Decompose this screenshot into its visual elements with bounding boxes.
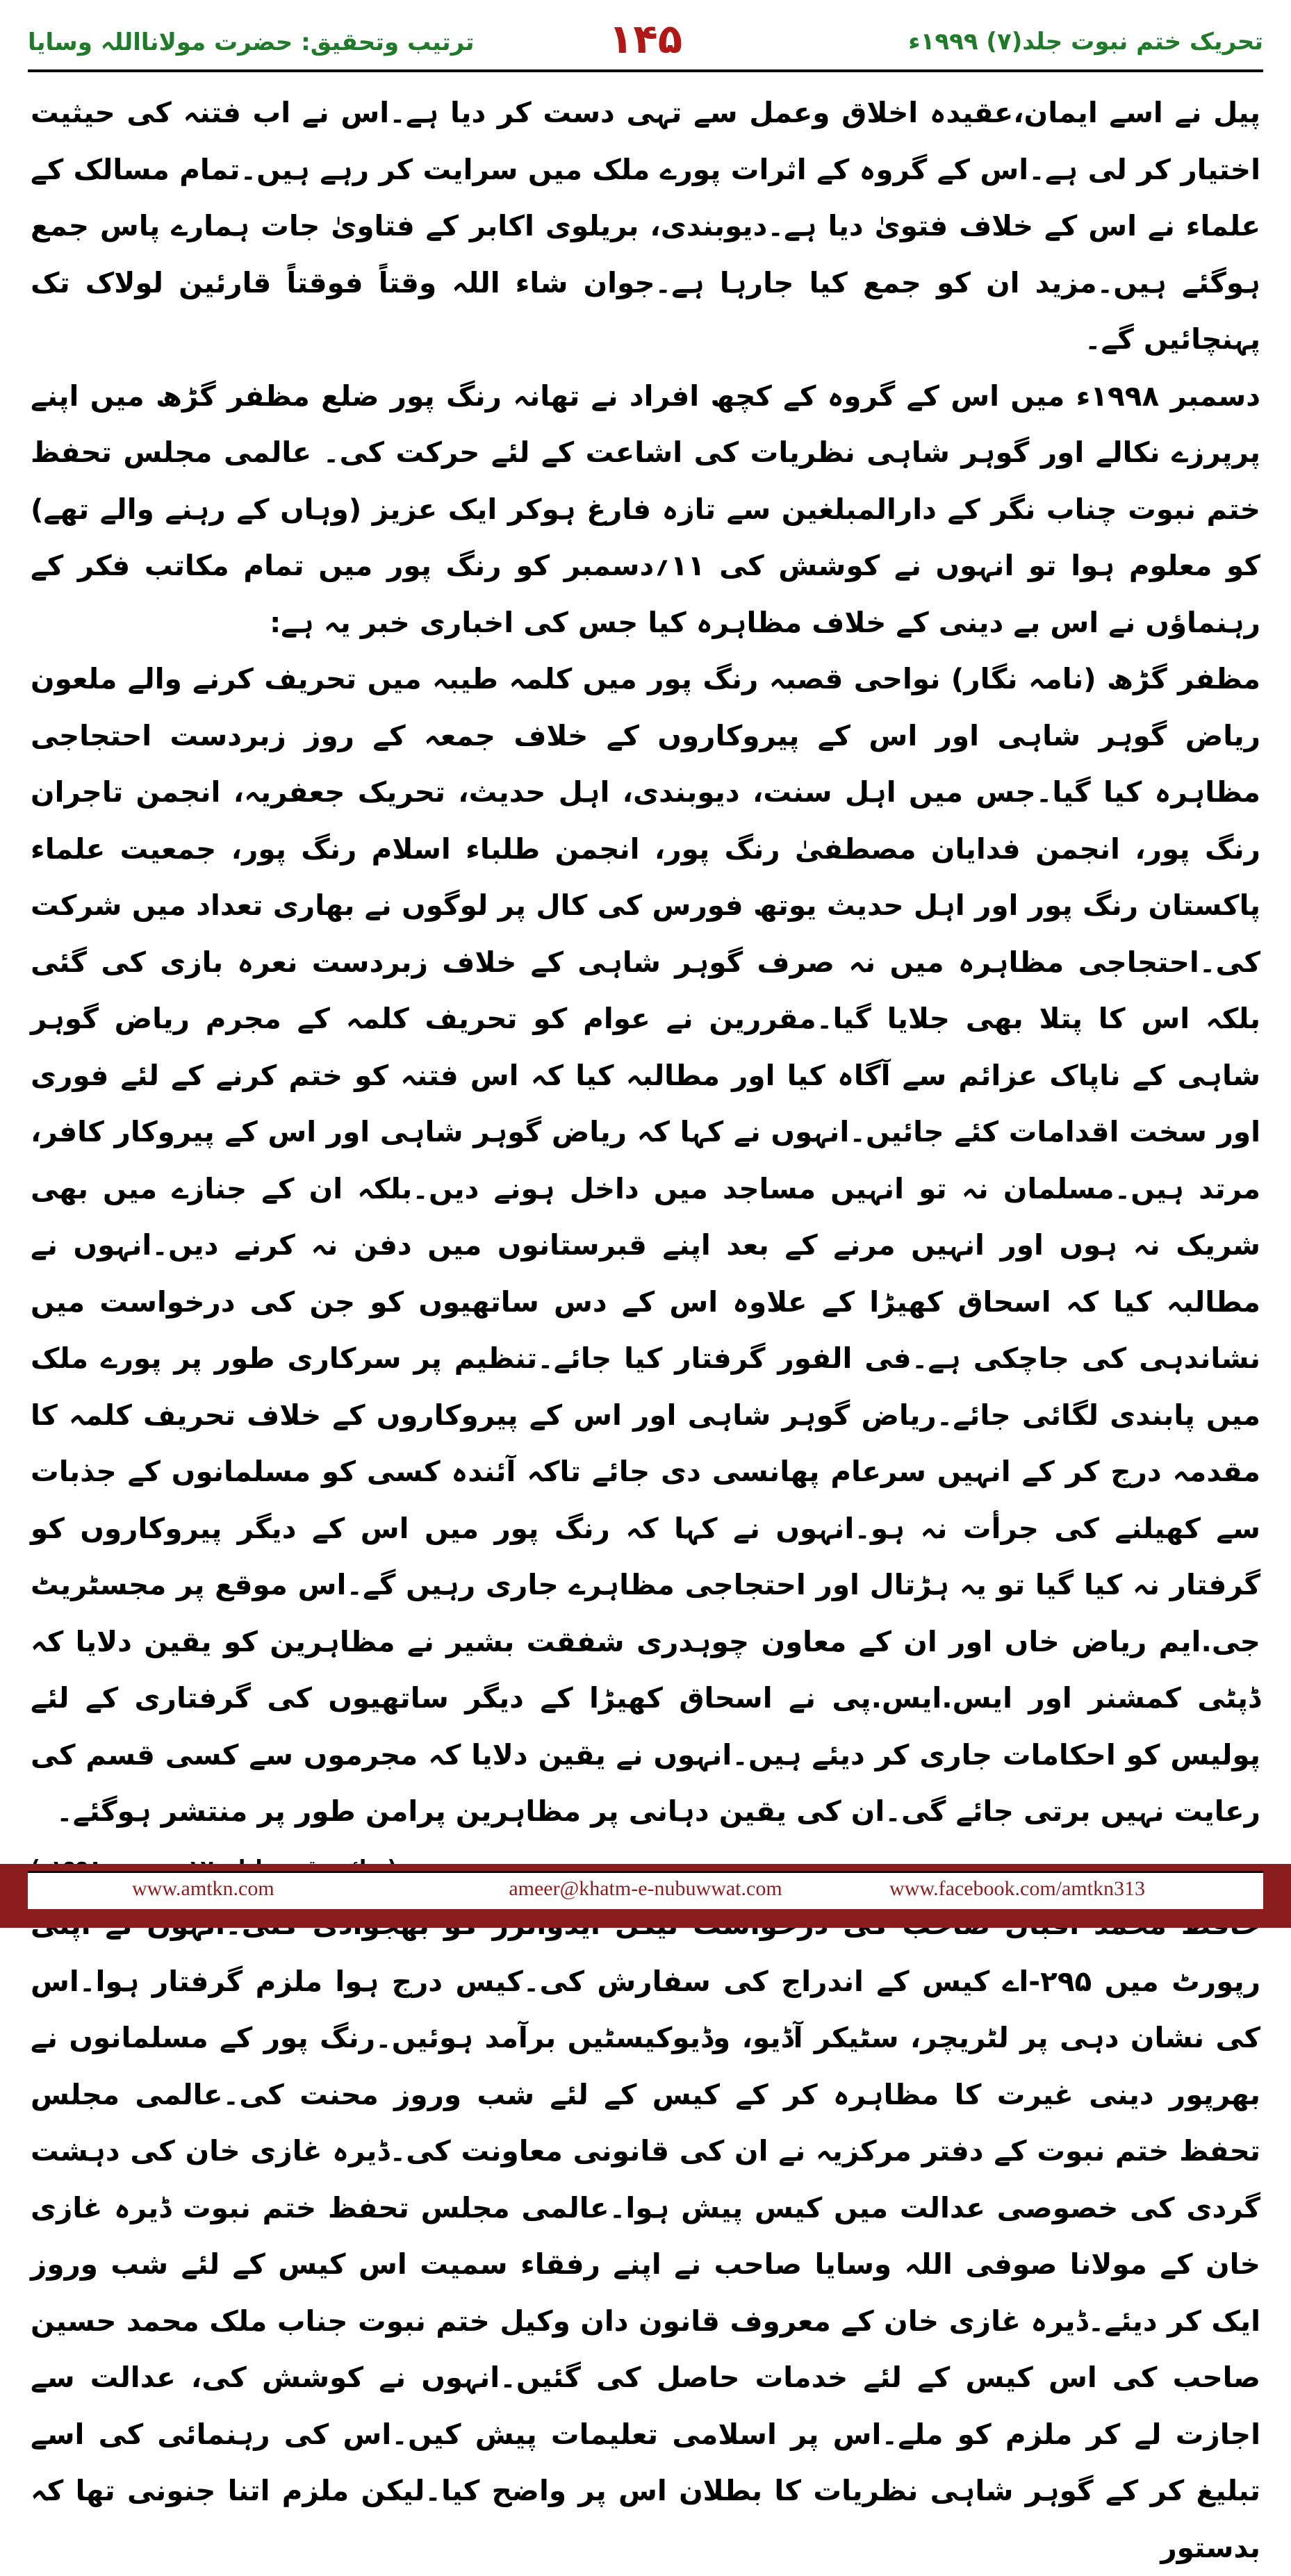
page-header <box>28 15 1263 64</box>
page-number: ۱۴۵ <box>608 15 683 63</box>
footer-facebook-link[interactable]: www.facebook.com/amtkn313 <box>889 1877 1145 1900</box>
paragraph-2: دسمبر ۱۹۹۸ء میں اس کے گروہ کے کچھ افراد نے تھانہ رنگ پور ضلع مظفر گڑھ میں اپنے پرپرزے نکالے اور گوہر شاہی نظریات کی اشاعت کے لئے حرکت کی۔ عالمی مجلس تحفظ ختم نبوت چناب نگر کے دارالمبلغین سے تازہ فارغ ہوکر ایک عزیز (وہاں کے رہنے والے تھے) کو معلوم ہوا تو انہوں نے کوشش کی ۱۱؍دسمبر کو رنگ پور میں تمام مکاتب فکر کے رہنماؤں نے اس بے دینی کے خلاف مظاہرہ کیا جس کی اخباری خبر یہ ہے: <box>31 379 1261 639</box>
footer-website-link[interactable]: www.amtkn.com <box>132 1877 274 1900</box>
header-book-title: تحریک ختم نبوت جلد(۷) ۱۹۹۹ء <box>908 28 1263 56</box>
footer-bar <box>28 1871 1263 1909</box>
page-footer <box>0 1864 1291 1928</box>
paragraph-4: رپورٹ میں ۲۹۵-اے کیس کے اندراج کی سفارش کی۔کیس درج ہوا ملزم گرفتار ہوا۔اس کی نشان دہی پر لٹریچر، سٹیکر آڈیو، وڈیوکیسٹیں برآمد ہوئیں۔رنگ پور کے مسلمانوں نے بھرپور دینی غیرت کا مظاہرہ کر کے کیس کے لئے شب وروز محنت کی۔عالمی مجلس تحفظ ختم نبوت کے دفتر مرکزیہ نے ان کی قانونی معاونت کی۔ڈیرہ غازی خان کی دہشت گردی کی خصوصی عدالت میں کیس پیش ہوا۔عالمی مجلس تحفظ ختم نبوت ڈیرہ غازی خان کے مولانا صوفی اللہ وسایا صاحب نے اپنے رفقاء سمیت اس کیس کے لئے شب وروز ایک کر دیئے۔ڈیرہ غازی خان کے معروف قانون دان وکیل ختم نبوت جناب ملک محمد حسین صاحب کی اس کیس کے لئے خدمات حاصل کی گئیں۔انہوں نے کوشش کی، عدالت سے اجازت لے کر ملزم کو ملے۔اس پر اسلامی تعلیمات پیش کیں۔اس کی رہنمائی کی اسے تبلیغ کر کے گوہر شاہی نظریات کا بطلان اس پر واضح کیا۔لیکن ملزم اتنا جنونی تھا کہ بدستور <box>31 1964 1261 2564</box>
paragraph-3-quote: مظفر گڑھ (نامہ نگار) نواحی قصبہ رنگ پور میں کلمہ طیبہ میں تحریف کرنے والے ملعون ریاض گوہر شاہی اور اس کے پیروکاروں کے خلاف جمعہ کے روز زبردست احتجاجی مظاہرہ کیا گیا۔جس میں اہل سنت، دیوبندی، اہل حدیث، تحریک جعفریہ، انجمن تاجران رنگ پور، انجمن فدایان مصطفیٰ رنگ پور، انجمن طلباء اسلام رنگ پور، جمعیت علماء پاکستان رنگ پور اور اہل حدیث یوتھ فورس کی کال پر لوگوں نے بھاری تعداد میں شرکت کی۔احتجاجی مظاہرہ میں نہ صرف گوہر شاہی کے خلاف زبردست نعرہ بازی کی گئی بلکہ اس کا پتلا بھی جلایا گیا۔مقررین نے عوام کو تحریف کلمہ کے مجرم ریاض گوہر شاہی کے ناپاک عزائم سے آگاہ کیا اور مطالبہ کیا کہ اس فتنہ کو ختم کرنے کے لئے فوری اور سخت اقدامات کئے جائیں۔انہوں نے کہا کہ ریاض گوہر شاہی اور اس کے پیروکار کافر، مرتد ہیں۔مسلمان نہ تو انہیں مساجد میں داخل ہونے دیں۔بلکہ ان کے جنازے میں بھی شریک نہ ہوں اور انہیں مرنے کے بعد اپنے قبرستانوں میں دفن نہ کرنے دیں۔انہوں نے مطالبہ کیا کہ اسحاق کھیڑا کے علاوہ اس کے دس ساتھیوں کو جن کی درخواست میں نشاندہی کی جاچکی ہے۔فی الفور گرفتار کیا جائے۔تنظیم پر سرکاری طور پر پورے ملک میں پابندی لگائی جائے۔ریاض گوہر شاہی اور اس کے پیروکاروں کے خلاف تحریف کلمہ کا مقدمہ درج کر کے انہیں سرعام پھانسی دی جائے تاکہ آئندہ کسی کو مسلمانوں کے جذبات سے کھیلنے کی جرأت نہ ہو۔انہوں نے کہا کہ رنگ پور میں اس کے دیگر پیروکاروں کو گرفتار نہ کیا گیا تو یہ ہڑتال اور احتجاجی مظاہرے جاری رہیں گے۔اس موقع پر مجسٹریٹ جی.ایم ریاض خاں اور ان کے معاون چوہدری شفقت بشیر نے مظاہرین کو یقین دلایا کہ ڈپٹی کمشنر اور ایس.ایس.پی نے اسحاق کھیڑا کے دیگر ساتھیوں کی گرفتاری کے لئے پولیس کو احکامات جاری کر دیئے ہیں۔انہوں نے یقین دلایا کہ مجرموں سے کسی قسم کی رعایت نہیں برتی جائے گی۔ان کی یقین دہانی پر مظاہرین پرامن طور پر منتشر ہوگئے۔ <box>31 662 1260 1828</box>
footer-email-link[interactable]: ameer@khatm-e-nubuwwat.com <box>509 1877 782 1900</box>
paragraph-1: پیل نے اسے ایمان،عقیدہ اخلاق وعمل سے تہی دست کر دیا ہے۔اس نے اب فتنہ کی حیثیت اختیار کر لی ہے۔اس کے گروہ کے اثرات پورے ملک میں سرایت کر رہے ہیں۔تمام مسالک کے علماء نے اس کے خلاف فتویٰ دیا ہے۔دیوبندی، بریلوی اکابر کے فتاویٰ جات ہمارے پاس جمع ہوگئے ہیں۔مزید ان کو جمع کیا جارہا ہے۔جوان شاء اللہ وقتاً فوقتاً قارئین لولاک تک پہنچائیں گے۔ <box>31 96 1260 356</box>
header-divider <box>28 69 1263 72</box>
header-author: ترتیب وتحقیق: حضرت مولانااللہ وسایا <box>28 28 475 56</box>
